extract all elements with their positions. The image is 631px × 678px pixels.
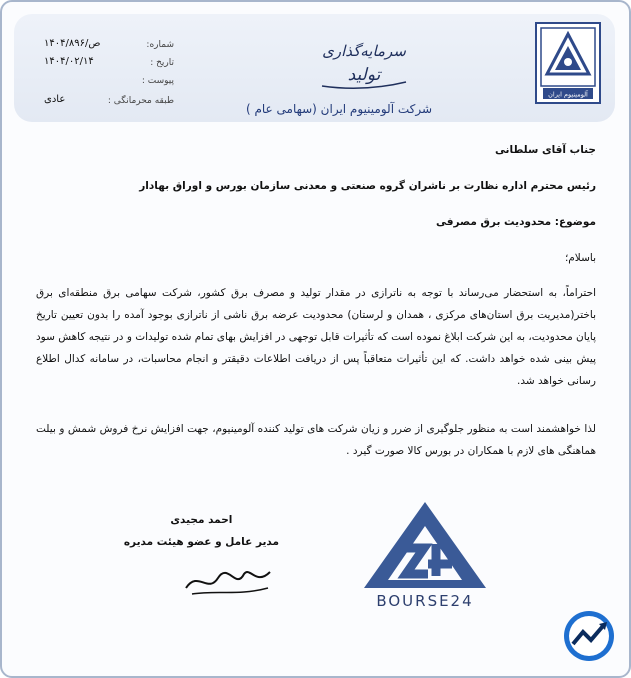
greeting: باسلام؛ [564, 252, 596, 264]
slogan-line1: سرمایه‌گذاری [322, 42, 406, 60]
meta-number [44, 40, 174, 56]
meta-classification [44, 96, 174, 112]
signer-position: مدیر عامل و عضو هیئت مدیره [123, 536, 279, 548]
meta-date [44, 58, 174, 74]
paragraph-1: احتراماً، به استحضار می‌رساند با توجه به ناترازی در مقدار تولید و مصرف برق کشور، شرکت سهامی برق منطقه‌ای برق باختر(مدیریت برق استان‌های مرکزی ، همدان و لرستان) محدودیت عرضه برق ناشی از ناترازی بوجود آمده را بدون تعیین تاریخ پایان محدودیت، به این شرکت ابلاغ نموده است که تأثیرات قابل توجهی در افزایش بهای تمام شده تولیدات و در نتیجه کاهش سود پیش بینی شده خواهد داشت. که این تأثیرات متعاقباً پس از دریافت اطلاعات دقیقتر و انجام محاسبات، در سامانه کدال اطلاع رسانی خواهد شد. [36, 287, 596, 387]
bourse24-badge-icon [563, 610, 615, 662]
company-logo [535, 22, 601, 104]
handwritten-signature [178, 560, 278, 600]
subject-line: موضوع: محدودیت برق مصرفی [436, 216, 596, 228]
signer-name: احمد مجیدی [170, 514, 233, 526]
date-value: ۱۴۰۴/۰۲/۱۴ [44, 56, 94, 67]
meta-attachment [44, 76, 174, 92]
number-value: ص/۱۴۰۴/۸۹۶ [44, 38, 101, 49]
classification-label: طبقه محرمانگی : [107, 96, 174, 106]
company-name: شرکت آلومینیوم ایران (سهامی عام ) [245, 102, 433, 116]
signature-block [124, 514, 279, 548]
classification-value: عادی [44, 94, 66, 105]
paragraph-2: لذا خواهشمند است به منظور جلوگیری از ضرر و زیان شرکت های تولید کننده آلومینیوم، جهت افزایش نرخ فروش شمش و بیلت هماهنگی های لازم با همکاران در بورس کالا صورت گیرد . [36, 423, 596, 457]
letterhead [14, 14, 615, 122]
number-label: شماره: [146, 40, 174, 50]
attachment-label: پیوست : [141, 76, 174, 86]
addressee-title: رئیس محترم اداره نظارت بر ناشران گروه صنعتی و معدنی سازمان بورس و اوراق بهادار [139, 180, 596, 192]
bourse24-brand: BOURSE24 [376, 592, 474, 610]
logo-caption: آلومینیوم ایران [548, 90, 588, 99]
slogan-line2: تولید [347, 65, 381, 85]
date-label: تاریخ : [150, 58, 174, 68]
slogan-calligraphy [304, 30, 424, 96]
addressee: جناب آقای سلطانی [494, 144, 596, 156]
